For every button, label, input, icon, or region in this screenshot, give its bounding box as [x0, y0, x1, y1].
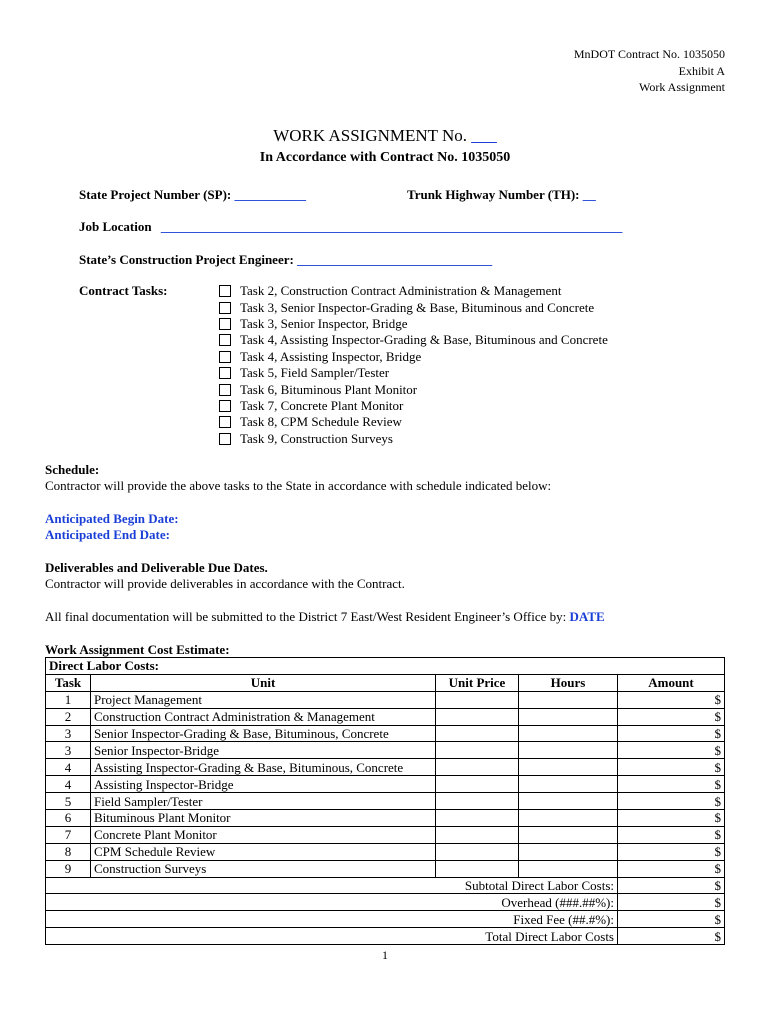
cell-amount[interactable]: $: [618, 810, 725, 827]
table-row: [46, 742, 725, 759]
job-location-blank[interactable]: _______________________________________________________________________: [160, 219, 623, 234]
cell-task: 3: [46, 742, 91, 759]
table-row: [46, 691, 725, 708]
table-row: [46, 776, 725, 793]
cell-unit-price[interactable]: [436, 810, 519, 827]
final-documentation-date[interactable]: DATE: [569, 609, 605, 624]
column-header-hours: Hours: [519, 674, 618, 691]
cell-task: 3: [46, 725, 91, 742]
cell-unit: Field Sampler/Tester: [91, 793, 436, 810]
cell-unit: Senior Inspector-Grading & Base, Bituminous, Concrete: [91, 725, 436, 742]
summary-amount[interactable]: $: [618, 877, 725, 894]
th-blank[interactable]: __: [582, 187, 596, 202]
cell-unit-price[interactable]: [436, 860, 519, 877]
summary-row: [46, 911, 725, 928]
cell-unit-price[interactable]: [436, 759, 519, 776]
cell-unit: Assisting Inspector-Grading & Base, Bituminous, Concrete: [91, 759, 436, 776]
cell-hours[interactable]: [519, 708, 618, 725]
table-row: [46, 793, 725, 810]
final-documentation-line: [45, 609, 605, 625]
direct-labor-header-row: [46, 658, 725, 675]
table-row: [46, 860, 725, 877]
sp-field: [79, 187, 306, 203]
table-row: [46, 826, 725, 843]
summary-row: [46, 928, 725, 945]
page-subtitle: In Accordance with Contract No. 1035050: [259, 150, 511, 165]
task-checkbox-item[interactable]: [219, 398, 608, 414]
cell-unit: CPM Schedule Review: [91, 843, 436, 860]
cell-task: 8: [46, 843, 91, 860]
summary-amount[interactable]: $: [618, 911, 725, 928]
job-location-label: Job Location: [79, 219, 152, 234]
table-row: [46, 843, 725, 860]
checkbox-icon[interactable]: [219, 433, 231, 445]
task-checkbox-item[interactable]: [219, 381, 608, 397]
cell-hours[interactable]: [519, 826, 618, 843]
summary-amount[interactable]: $: [618, 894, 725, 911]
cell-amount[interactable]: $: [618, 691, 725, 708]
cell-amount[interactable]: $: [618, 793, 725, 810]
th-field: [407, 187, 596, 203]
cell-hours[interactable]: [519, 843, 618, 860]
checkbox-icon[interactable]: [219, 285, 231, 297]
table-row: [46, 725, 725, 742]
summary-label: Subtotal Direct Labor Costs:: [46, 877, 618, 894]
task-checkbox-item[interactable]: [219, 365, 608, 381]
cell-task: 4: [46, 776, 91, 793]
checkbox-icon[interactable]: [219, 367, 231, 379]
cell-unit-price[interactable]: [436, 843, 519, 860]
begin-date-label[interactable]: Anticipated Begin Date:: [45, 511, 179, 526]
cost-rows: [46, 691, 725, 877]
task-label: Task 9, Construction Surveys: [240, 430, 393, 446]
column-header-task: Task: [46, 674, 91, 691]
task-checkbox-item[interactable]: [219, 299, 608, 315]
document-header: [574, 46, 725, 96]
work-assignment-label: Work Assignment: [638, 80, 725, 94]
cell-unit-price[interactable]: [436, 708, 519, 725]
cell-task: 1: [46, 691, 91, 708]
checkbox-icon[interactable]: [219, 302, 231, 314]
cell-amount[interactable]: $: [618, 742, 725, 759]
cell-amount[interactable]: $: [618, 843, 725, 860]
summary-row: [46, 894, 725, 911]
cell-unit: Assisting Inspector-Bridge: [91, 776, 436, 793]
summary-label: Overhead (###.##%):: [46, 894, 618, 911]
cell-unit: Construction Contract Administration & Management: [91, 708, 436, 725]
work-assignment-number-blank[interactable]: ___: [471, 126, 497, 145]
sp-label: State Project Number (SP):: [79, 187, 232, 202]
summary-label: Fixed Fee (##.#%):: [46, 911, 618, 928]
cell-hours[interactable]: [519, 860, 618, 877]
cell-unit-price[interactable]: [436, 826, 519, 843]
table-row: [46, 708, 725, 725]
contract-tasks-label: Contract Tasks:: [79, 283, 168, 298]
cost-estimate-table: [45, 657, 725, 945]
checkbox-icon[interactable]: [219, 318, 231, 330]
task-checkbox-item[interactable]: [219, 431, 608, 447]
checkbox-icon[interactable]: [219, 334, 231, 346]
sp-blank[interactable]: ___________: [234, 187, 306, 202]
column-header-amount: Amount: [618, 674, 725, 691]
cell-hours[interactable]: [519, 725, 618, 742]
deliverables-heading: Deliverables and Deliverable Due Dates.: [45, 560, 268, 575]
cell-unit: Construction Surveys: [91, 860, 436, 877]
schedule-heading: Schedule:: [45, 462, 100, 477]
checkbox-icon[interactable]: [219, 384, 231, 396]
exhibit-label: Exhibit A: [678, 63, 725, 78]
cell-amount[interactable]: $: [618, 826, 725, 843]
end-date-label[interactable]: Anticipated End Date:: [45, 527, 170, 542]
job-location-field: [79, 219, 622, 235]
task-checkbox-item[interactable]: [219, 316, 608, 332]
task-label: Task 8, CPM Schedule Review: [240, 414, 402, 430]
cell-amount[interactable]: $: [618, 708, 725, 725]
checkbox-icon[interactable]: [219, 416, 231, 428]
cell-task: 7: [46, 826, 91, 843]
task-label: Task 3, Senior Inspector, Bridge: [240, 315, 408, 331]
engineer-blank[interactable]: ______________________________: [297, 252, 493, 267]
column-header-row: [46, 674, 725, 691]
cell-unit: Senior Inspector-Bridge: [91, 742, 436, 759]
summary-amount[interactable]: $: [618, 928, 725, 945]
cell-amount[interactable]: $: [618, 860, 725, 877]
checkbox-icon[interactable]: [219, 351, 231, 363]
engineer-label: State’s Construction Project Engineer:: [79, 252, 294, 267]
summary-row: [46, 877, 725, 894]
direct-labor-label: Direct Labor Costs:: [46, 658, 725, 675]
final-documentation-text: All final documentation will be submitted to the District 7 East/West Resident Engineer’s Office by:: [45, 609, 567, 624]
cell-task: 4: [46, 759, 91, 776]
task-checkbox-item[interactable]: [219, 349, 608, 365]
summary-label: Total Direct Labor Costs: [46, 928, 618, 945]
table-row: [46, 810, 725, 827]
cell-unit-price[interactable]: [436, 793, 519, 810]
cell-amount[interactable]: $: [618, 725, 725, 742]
cost-estimate-heading: Work Assignment Cost Estimate:: [45, 642, 230, 657]
task-label: Task 5, Field Sampler/Tester: [240, 365, 390, 381]
task-checkbox-item[interactable]: [219, 283, 608, 299]
cell-unit-price[interactable]: [436, 776, 519, 793]
cell-hours[interactable]: [519, 759, 618, 776]
contract-task-list: [219, 283, 608, 447]
task-checkbox-item[interactable]: [219, 332, 608, 348]
deliverables-text: Contractor will provide deliverables in accordance with the Contract.: [45, 576, 405, 591]
task-label: Task 6, Bituminous Plant Monitor: [240, 381, 418, 397]
cell-unit-price[interactable]: [436, 742, 519, 759]
cell-task: 6: [46, 810, 91, 827]
title-text: WORK ASSIGNMENT No.: [273, 126, 468, 145]
task-label: Task 2, Construction Contract Administration & Management: [240, 283, 562, 299]
cell-unit-price[interactable]: [436, 725, 519, 742]
engineer-field: [79, 252, 492, 268]
cell-task: 9: [46, 860, 91, 877]
summary-rows: [46, 877, 725, 945]
cell-unit-price[interactable]: [436, 691, 519, 708]
checkbox-icon[interactable]: [219, 400, 231, 412]
task-label: Task 7, Concrete Plant Monitor: [240, 397, 404, 413]
cell-amount[interactable]: $: [618, 776, 725, 793]
cell-hours[interactable]: [519, 691, 618, 708]
column-header-unit-price: Unit Price: [436, 674, 519, 691]
cell-unit: Bituminous Plant Monitor: [91, 810, 436, 827]
cell-hours[interactable]: [519, 810, 618, 827]
schedule-text: Contractor will provide the above tasks to the State in accordance with schedule indicated below:: [45, 478, 552, 493]
th-label: Trunk Highway Number (TH):: [407, 187, 580, 202]
cell-unit: Project Management: [91, 691, 436, 708]
task-checkbox-item[interactable]: [219, 414, 608, 430]
cell-hours[interactable]: [519, 793, 618, 810]
page-title: [0, 126, 770, 146]
cell-task: 2: [46, 708, 91, 725]
table-row: [46, 759, 725, 776]
cell-hours[interactable]: [519, 776, 618, 793]
cell-amount[interactable]: $: [618, 759, 725, 776]
task-label: Task 4, Assisting Inspector, Bridge: [240, 348, 422, 364]
cell-unit: Concrete Plant Monitor: [91, 826, 436, 843]
cell-task: 5: [46, 793, 91, 810]
cell-hours[interactable]: [519, 742, 618, 759]
task-label: Task 3, Senior Inspector-Grading & Base, Bituminous and Concrete: [240, 299, 595, 315]
contract-number: MnDOT Contract No. 1035050: [573, 47, 725, 61]
task-label: Task 4, Assisting Inspector-Grading & Base, Bituminous and Concrete: [240, 332, 608, 348]
page-number: 1: [382, 948, 388, 962]
column-header-unit: Unit: [91, 674, 436, 691]
